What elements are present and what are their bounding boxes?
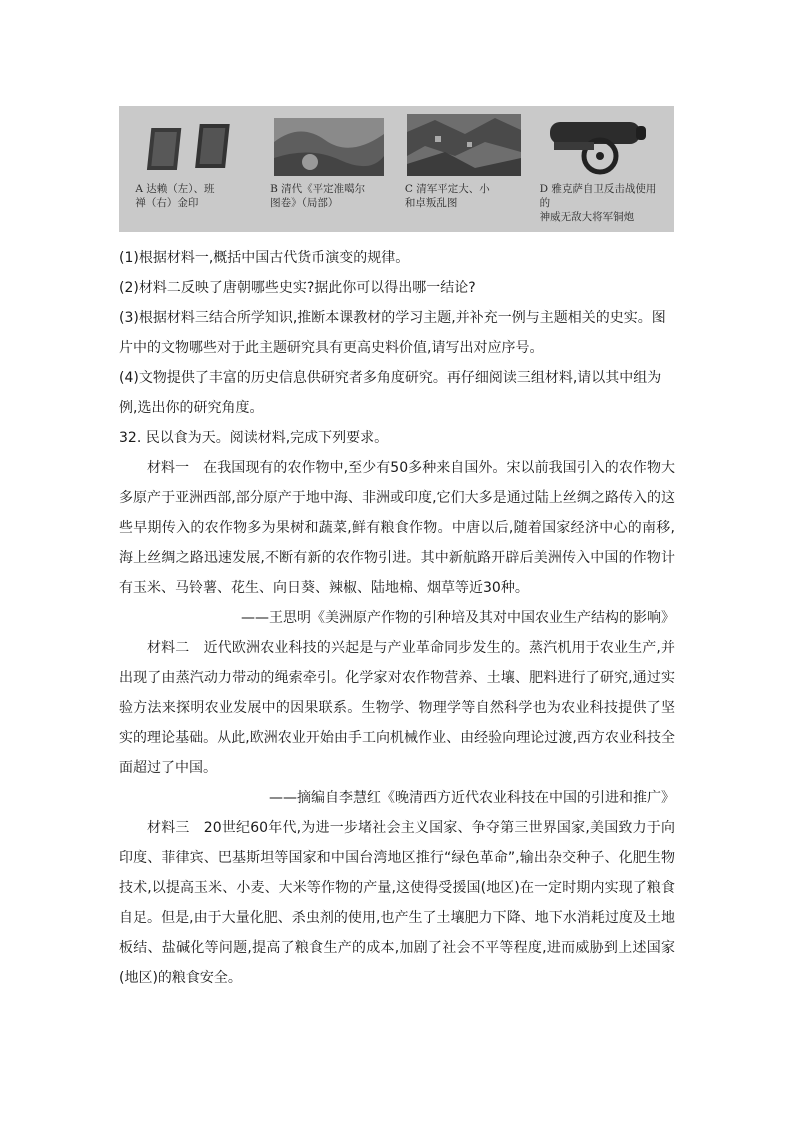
- material-one: 材料一 在我国现有的农作物中,至少有50多种来自国外。宋以前我国引入的农作物大多原产于亚洲西部,部分原产于地中海、非洲或印度,它们大多是通过陆上丝绸之路传入的这些早期传入的农作物多为果树和蔬菜,鲜有粮食作物。中唐以后,随着国家经济中心的南移,海上丝绸之路迅速发展,不断有新的农作物引进。其中新航路开辟后美洲传入中国的作物计有玉米、马铃薯、花生、向日葵、辣椒、陆地棉、烟草等近30种。: [119, 460, 675, 596]
- artifact-a-caption: A 达赖（左）、班 禅（右）金印: [135, 183, 215, 209]
- question-1: (1)根据材料一,概括中国古代货币演变的规律。: [119, 250, 410, 266]
- artifact-c-battle-map: [397, 112, 532, 226]
- battle-map-image: [405, 112, 523, 178]
- artifact-c-caption: C 清军平定大、小 和卓叛乱图: [404, 183, 490, 209]
- question-list: [119, 243, 675, 993]
- material-two-source: ——摘编自李慧红《晚清西方近代农业科技在中国的引进和推广》: [269, 790, 675, 806]
- artifact-d-cannon: [531, 112, 666, 226]
- bronze-cannon-image: [540, 112, 658, 178]
- question-3: (3)根据材料三结合所学知识,推断本课教材的学习主题,并补充一例与主题相关的史实。图片中的文物哪些对于此主题研究具有更高史料价值,请写出对应序号。: [119, 310, 666, 356]
- artifact-a-gold-seals: [127, 112, 262, 226]
- artifact-b-caption: B 清代《平定准噶尔 图卷》（局部）: [270, 183, 366, 209]
- material-three: 材料三 20世纪60年代,为进一步堵社会主义国家、争夺第三世界国家,美国致力于向印度、菲律宾、巴基斯坦等国家和中国台湾地区推行“绿色革命”,输出杂交种子、化肥生物技术,以提高玉米、小麦、大米等作物的产量,这使得受援国(地区)在一定时期内实现了粮食自足。但是,由于大量化肥、杀虫剂的使用,也产生了土壤肥力下降、地下水消耗过度及土地板结、盐碱化等问题,提高了粮食生产的成本,加剧了社会不平等程度,进而威胁到上述国家(地区)的粮食安全。: [119, 820, 675, 986]
- gold-seals-image: [135, 112, 253, 178]
- question-2: (2)材料二反映了唐朝哪些史实?据此你可以得出哪一结论?: [119, 280, 476, 296]
- question-32-title: 32. 民以食为天。阅读材料,完成下列要求。: [119, 430, 389, 446]
- painting-scroll-image: [270, 112, 388, 178]
- artifact-d-caption: D 雅克萨自卫反击战使用的 神威无敌大将军铜炮: [539, 183, 657, 223]
- question-4: (4)文物提供了丰富的历史信息供研究者多角度研究。再仔细阅读三组材料,请以其中组为例,选出你的研究角度。: [119, 370, 662, 416]
- material-one-source: ——王思明《美洲原产作物的引种培及其对中国农业生产结构的影响》: [241, 610, 675, 626]
- artifact-b-painting: [262, 112, 397, 226]
- artifact-photo-strip: [119, 106, 674, 232]
- material-two: 材料二 近代欧洲农业科技的兴起是与产业革命同步发生的。蒸汽机用于农业生产,并出现了由蒸汽动力带动的绳索牵引。化学家对农作物营养、土壤、肥料进行了研究,通过实验方法来探明农业发展中的因果联系。生物学、物理学等自然科学也为农业科技提供了坚实的理论基础。从此,欧洲农业开始由手工向机械作业、由经验向理论过渡,西方农业科技全面超过了中国。: [119, 640, 675, 776]
